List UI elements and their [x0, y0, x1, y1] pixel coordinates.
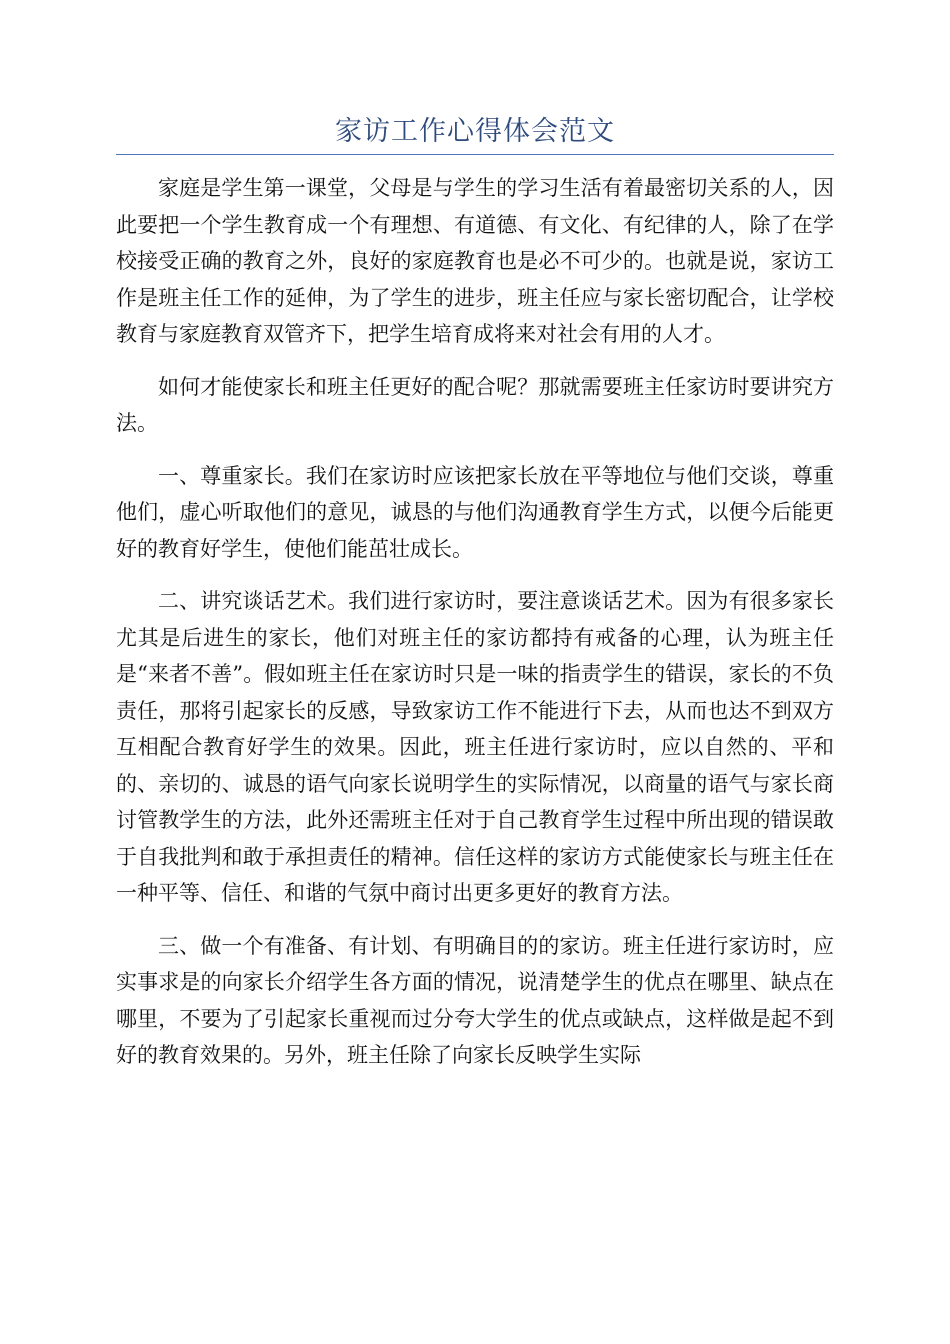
- paragraph-point-three: 三、做一个有准备、有计划、有明确目的的家访。班主任进行家访时，应实事求是的向家长介绍学生各方面的情况，说清楚学生的优点在哪里、缺点在哪里，不要为了引起家长重视而过分夸大学生的优点或缺点，这样做是起不到好的教育效果的。另外，班主任除了向家长反映学生实际: [116, 933, 834, 1067]
- paragraph-point-one: 一、尊重家长。我们在家访时应该把家长放在平等地位与他们交谈，尊重他们，虚心听取他们的意见，诚恳的与他们沟通教育学生方式，以便今后能更好的教育好学生，使他们能茁壮成长。: [116, 463, 834, 561]
- paragraph-question: 如何才能使家长和班主任更好的配合呢？那就需要班主任家访时要讲究方法。: [116, 374, 834, 435]
- title-underline: [116, 154, 834, 155]
- paragraph-intro: 家庭是学生第一课堂，父母是与学生的学习生活有着最密切关系的人，因此要把一个学生教育成一个有理想、有道德、有文化、有纪律的人，除了在学校接受正确的教育之外，良好的家庭教育也是必不可少的。也就是说，家访工作是班主任工作的延伸，为了学生的进步，班主任应与家长密切配合，让学校教育与家庭教育双管齐下，把学生培育成将来对社会有用的人才。: [116, 176, 834, 346]
- document-body: [116, 170, 834, 1090]
- paragraph-point-two: 二、讲究谈话艺术。我们进行家访时，要注意谈话艺术。因为有很多家长尤其是后进生的家长，他们对班主任的家访都持有戒备的心理，认为班主任是“来者不善”。假如班主任在家访时只是一味的指责学生的错误，家长的不负责任，那将引起家长的反感，导致家访工作不能进行下去，从而也达不到双方互相配合教育好学生的效果。因此，班主任进行家访时，应以自然的、平和的、亲切的、诚恳的语气向家长说明学生的实际情况，以商量的语气与家长商讨管教学生的方法，此外还需班主任对于自己教育学生过程中所出现的错误敢于自我批判和敢于承担责任的精神。信任这样的家访方式能使家长与班主任在一种平等、信任、和谐的气氛中商讨出更多更好的教育方法。: [116, 589, 834, 905]
- document-title: 家访工作心得体会范文: [335, 116, 615, 147]
